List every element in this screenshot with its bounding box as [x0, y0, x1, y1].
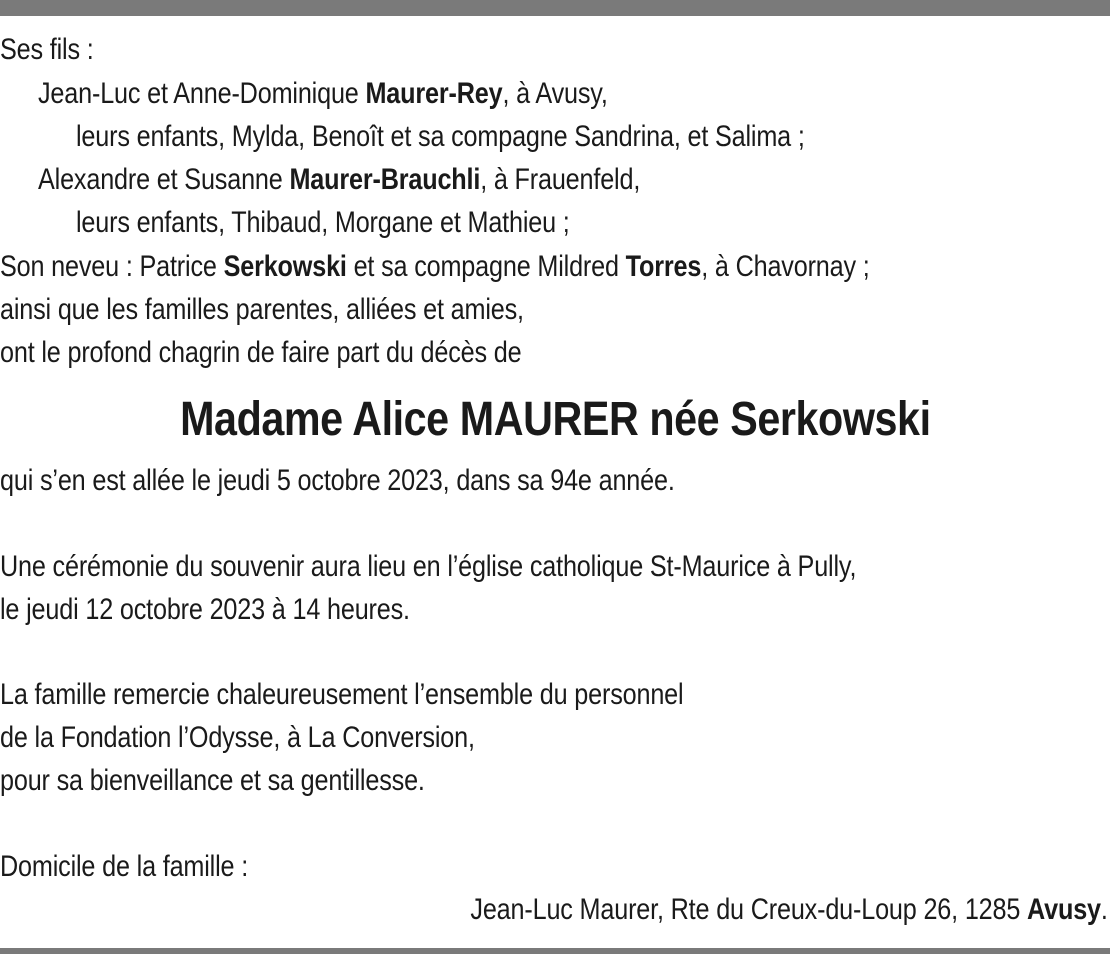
- son2-children: leurs enfants, Thibaud, Morgane et Mathieu ;: [76, 206, 570, 239]
- domicile-label: Domicile de la famille :: [0, 850, 249, 883]
- son1-line: [38, 74, 608, 114]
- bottom-border: [0, 948, 1110, 954]
- announcement-line: ont le profond chagrin de faire part du décès de: [0, 336, 522, 369]
- nephew-line: [0, 247, 870, 287]
- son1-surname: Maurer-Rey: [365, 77, 503, 110]
- death-line: qui s’en est allée le jeudi 5 octobre 2023, dans sa 94e année.: [0, 464, 675, 497]
- domicile-address: [471, 890, 1108, 930]
- deceased-name-text: Madame Alice MAURER née Serkowski: [179, 393, 931, 446]
- domicile-city: Avusy: [1027, 893, 1102, 926]
- nephew-middle: et sa compagne Mildred: [346, 250, 626, 283]
- son1-prefix: Jean-Luc et Anne-Dominique: [38, 77, 366, 110]
- son1-children: leurs enfants, Mylda, Benoît et sa compagne Sandrina, et Salima ;: [76, 120, 805, 153]
- son2-suffix: , à Frauenfeld,: [480, 163, 641, 196]
- son1-suffix: , à Avusy,: [502, 77, 608, 110]
- nephew-suffix: , à Chavornay ;: [701, 250, 870, 283]
- domicile-address-text: Jean-Luc Maurer, Rte du Creux-du-Loup 26, 1285: [470, 893, 1028, 926]
- son2-line: [38, 160, 640, 200]
- domicile-end: .: [1101, 893, 1108, 926]
- nephew-partner-surname: Torres: [625, 250, 702, 283]
- sons-label: Ses fils :: [0, 33, 94, 66]
- relatives-line: ainsi que les familles parentes, alliées et amies,: [0, 293, 524, 326]
- thanks-line-3: pour sa bienveillance et sa gentillesse.: [0, 764, 425, 797]
- thanks-line-1: La famille remercie chaleureusement l’ensemble du personnel: [0, 678, 684, 711]
- son2-prefix: Alexandre et Susanne: [38, 163, 290, 196]
- ceremony-line-2: le jeudi 12 octobre 2023 à 14 heures.: [0, 593, 410, 626]
- ceremony-line-1: Une cérémonie du souvenir aura lieu en l’église catholique St-Maurice à Pully,: [0, 550, 857, 583]
- top-border: [0, 0, 1110, 16]
- son2-surname: Maurer-Brauchli: [289, 163, 481, 196]
- deceased-name: [0, 392, 1110, 448]
- nephew-surname: Serkowski: [223, 250, 347, 283]
- thanks-line-2: de la Fondation l’Odysse, à La Conversion,: [0, 721, 475, 754]
- nephew-prefix: Son neveu : Patrice: [0, 250, 224, 283]
